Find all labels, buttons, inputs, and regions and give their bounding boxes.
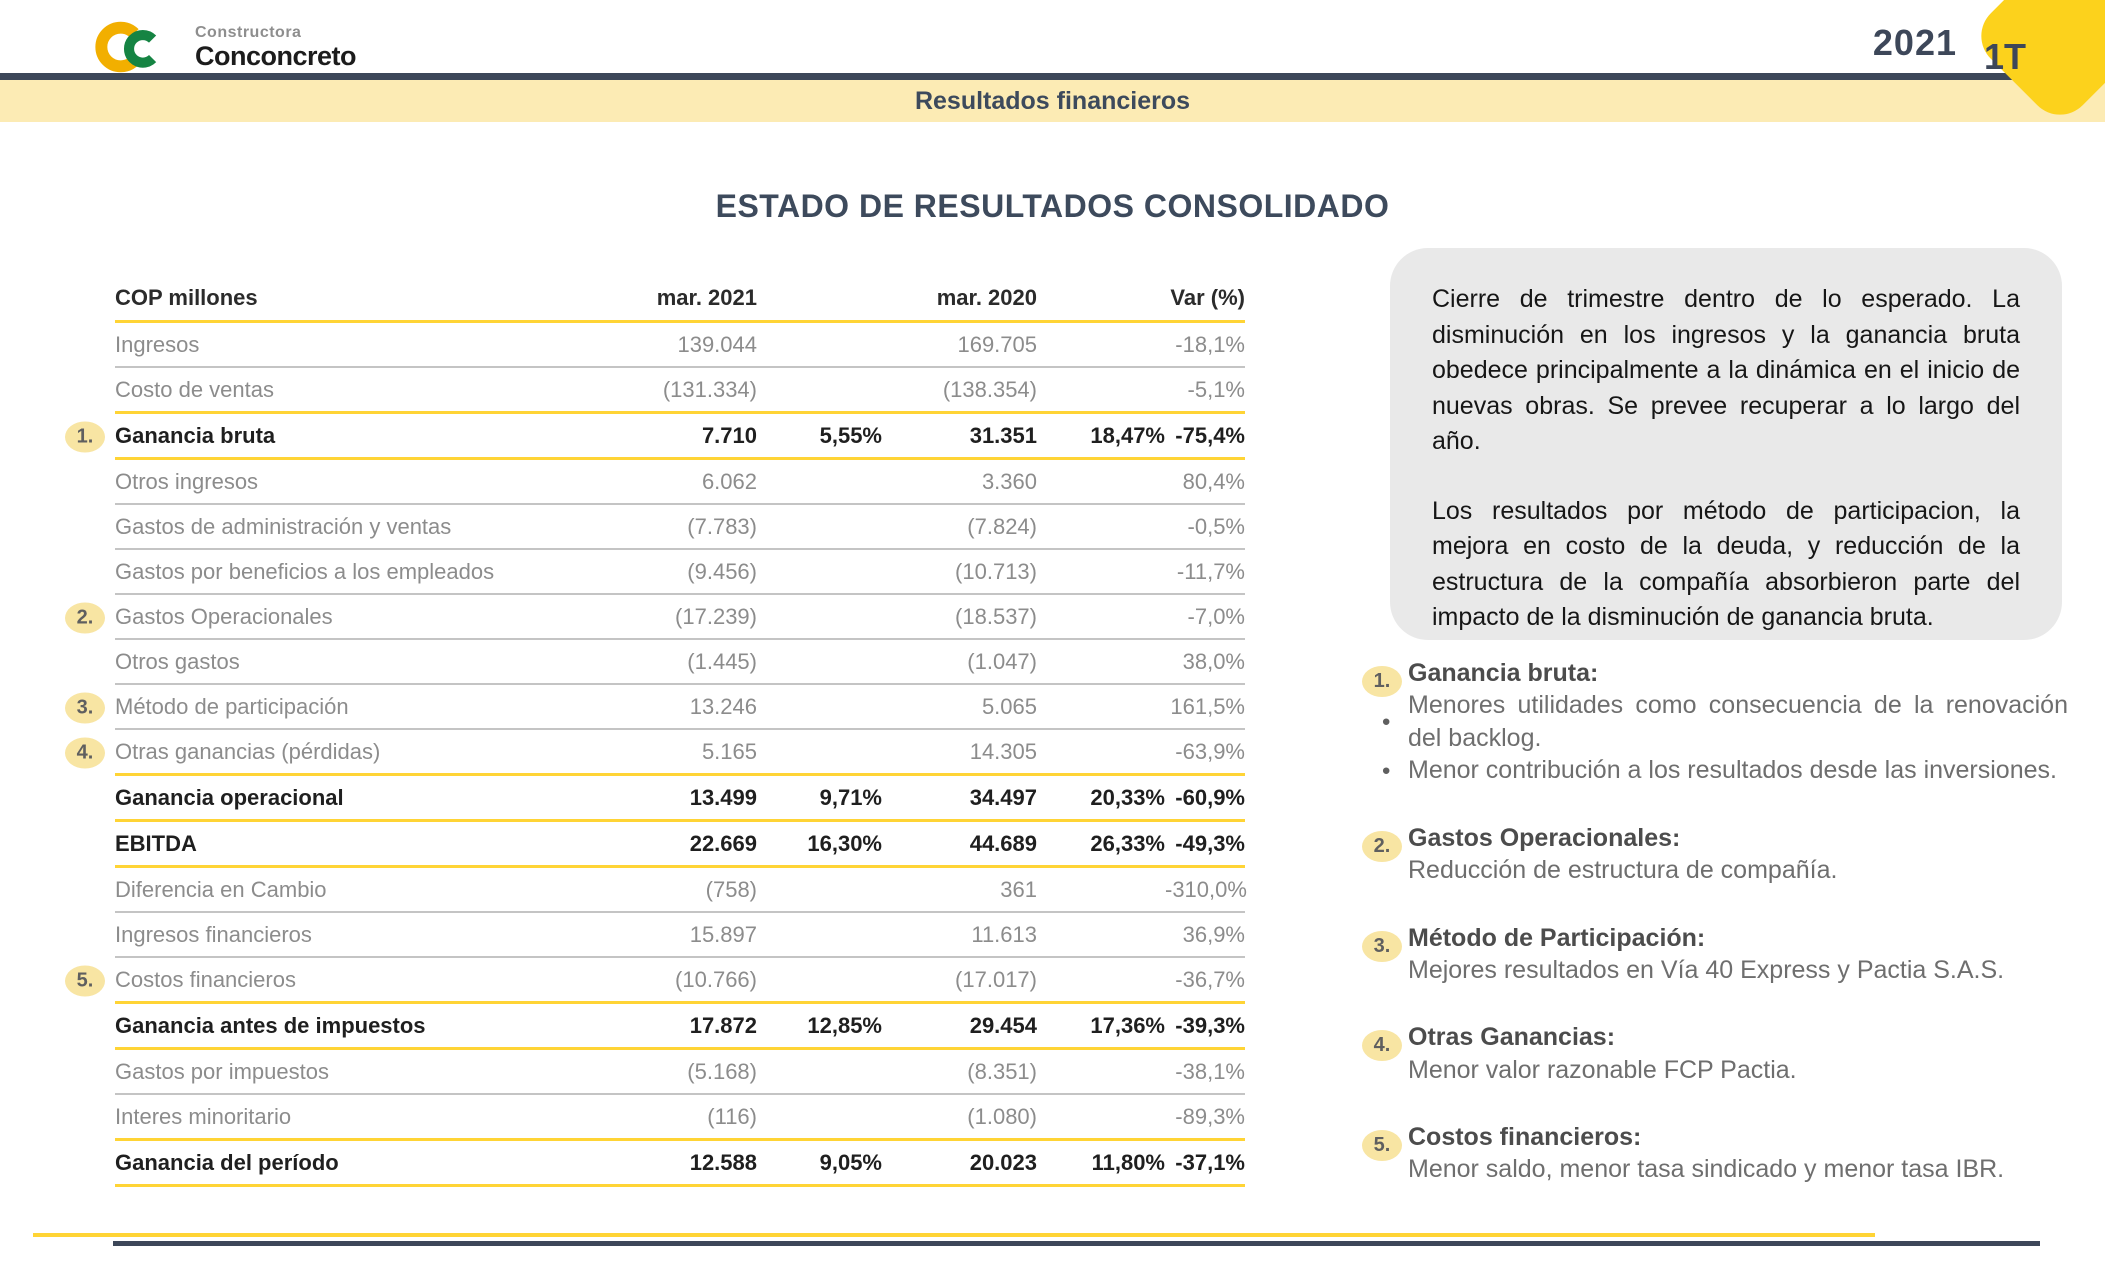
footer-dark-line xyxy=(113,1241,2040,1246)
row-label: Gastos por beneficios a los empleados xyxy=(115,558,495,584)
table-row xyxy=(76,958,1245,1004)
footer-yellow-line xyxy=(33,1233,1875,1237)
row-margin-2021: 16,30% xyxy=(807,830,882,856)
row-value-2021: 12.588 xyxy=(689,1149,757,1175)
note-title: Gastos Operacionales: xyxy=(1408,823,1681,852)
note xyxy=(1362,658,2068,787)
bullet-icon: • xyxy=(1382,708,1391,736)
table-row xyxy=(115,460,1245,505)
table-row xyxy=(115,640,1245,685)
row-value-2020: 29.454 xyxy=(969,1012,1037,1038)
row-label: Otras ganancias (pérdidas) xyxy=(115,738,381,764)
row-value-2021: (5.168) xyxy=(687,1058,757,1084)
note xyxy=(1362,823,2068,887)
row-value-2020: 44.689 xyxy=(969,830,1037,856)
row-label: Interes minoritario xyxy=(115,1103,292,1129)
row-label: Método de participación xyxy=(115,693,349,719)
note-title: Método de Participación: xyxy=(1408,923,1706,952)
quarter-label: 1T xyxy=(1983,36,2026,77)
row-value-2020: 3.360 xyxy=(981,468,1037,494)
row-value-2020: (7.824) xyxy=(967,513,1037,539)
row-label: EBITDA xyxy=(115,830,197,856)
table-row xyxy=(115,550,1245,595)
header-yellow-band xyxy=(0,80,2105,122)
row-value-2020: (1.047) xyxy=(967,648,1037,674)
row-var-pct: 36,9% xyxy=(1182,921,1245,947)
summary-paragraph-1: Cierre de trimestre dentro de lo esperado. La disminución en los ingresos y la ganancia bruta obedece principalmente a la dinámica en el inicio de nuevas obras. Se prevee recuperar a lo largo del año. xyxy=(1432,285,2020,455)
table-row xyxy=(76,730,1245,776)
row-value-2021: 17.872 xyxy=(689,1012,757,1038)
row-margin-2020: 18,47% xyxy=(1090,422,1165,448)
table-row xyxy=(115,1095,1245,1141)
row-value-2020: 34.497 xyxy=(969,784,1037,810)
row-value-2020: (138.354) xyxy=(942,376,1037,402)
conconcreto-logo-icon xyxy=(95,16,187,78)
row-margin-2020: 20,33% xyxy=(1090,784,1165,810)
table-row xyxy=(115,1004,1245,1050)
row-label: Ganancia bruta xyxy=(115,422,276,448)
row-value-2020: (18.537) xyxy=(955,603,1037,629)
table-row xyxy=(115,323,1245,368)
row-var-pct: -7,0% xyxy=(1187,603,1245,629)
note-title: Otras Ganancias: xyxy=(1408,1023,1616,1052)
note xyxy=(1362,1122,2068,1186)
row-label: Ingresos financieros xyxy=(115,921,312,947)
note-text: Menor saldo, menor tasa sindicado y menor tasa IBR. xyxy=(1408,1155,2005,1184)
row-value-2020: (10.713) xyxy=(955,558,1037,584)
notes-list xyxy=(1362,658,2068,1186)
row-label: Costo de ventas xyxy=(115,376,274,402)
col-header-mar2021: mar. 2021 xyxy=(656,285,757,310)
table-row xyxy=(115,822,1245,868)
table-row xyxy=(76,685,1245,730)
row-var-pct: 161,5% xyxy=(1170,693,1245,719)
table-row xyxy=(115,868,1245,913)
row-value-2021: 15.897 xyxy=(689,921,757,947)
row-var-pct: -49,3% xyxy=(1175,830,1245,856)
row-var-pct: -11,7% xyxy=(1176,558,1245,584)
row-var-pct: -38,1% xyxy=(1175,1058,1245,1084)
row-value-2021: (17.239) xyxy=(675,603,757,629)
row-value-2021: (131.334) xyxy=(662,376,757,402)
note-number-badge: 5. xyxy=(1362,1130,1402,1161)
row-number-badge: 2. xyxy=(65,602,105,633)
row-var-pct: -60,9% xyxy=(1175,784,1245,810)
note-text: Reducción de estructura de compañía. xyxy=(1408,856,1838,884)
table-row xyxy=(115,913,1245,958)
table-row xyxy=(115,368,1245,414)
table-row xyxy=(115,1050,1245,1095)
banner-title: Resultados financieros xyxy=(914,86,1191,115)
note-number-badge: 4. xyxy=(1362,1030,1402,1061)
col-header-var: Var (%) xyxy=(1170,285,1245,310)
income-statement-table xyxy=(76,276,1247,1187)
row-var-pct: -36,7% xyxy=(1175,966,1245,992)
row-value-2021: 6.062 xyxy=(701,468,757,494)
row-label: Gastos por impuestos xyxy=(115,1058,329,1084)
note-text: • Menores utilidades como consecuencia de la renovación del backlog. xyxy=(1382,691,2068,752)
row-var-pct: -39,3% xyxy=(1175,1012,1245,1038)
row-value-2021: 13.499 xyxy=(689,784,757,810)
page-title: ESTADO DE RESULTADOS CONSOLIDADO xyxy=(715,188,1390,224)
col-header-mar2020: mar. 2020 xyxy=(936,285,1037,310)
row-number-badge: 1. xyxy=(65,422,105,453)
row-value-2021: 13.246 xyxy=(689,693,757,719)
row-var-pct: 38,0% xyxy=(1182,648,1245,674)
row-margin-2021: 12,85% xyxy=(807,1012,882,1038)
row-label: Ganancia del período xyxy=(115,1149,339,1175)
row-value-2021: 7.710 xyxy=(701,422,757,448)
note xyxy=(1362,923,2068,987)
note-title: Costos financieros: xyxy=(1408,1123,1642,1151)
row-label: Ganancia antes de impuestos xyxy=(115,1012,426,1038)
table-row xyxy=(115,505,1245,550)
row-var-pct: -310,0% xyxy=(1165,876,1247,902)
row-label: Ingresos xyxy=(115,331,200,357)
row-value-2020: (1.080) xyxy=(967,1103,1037,1129)
table-row xyxy=(115,1141,1245,1187)
row-var-pct: 80,4% xyxy=(1182,468,1245,494)
note xyxy=(1362,1022,2068,1086)
summary-box xyxy=(1390,248,2062,640)
row-value-2021: 5.165 xyxy=(701,738,757,764)
row-margin-2021: 9,71% xyxy=(819,784,882,810)
row-value-2021: 139.044 xyxy=(677,331,757,357)
row-value-2020: 361 xyxy=(1000,876,1037,902)
row-margin-2021: 5,55% xyxy=(819,422,882,448)
row-var-pct: -37,1% xyxy=(1175,1149,1245,1175)
row-label: Otros gastos xyxy=(115,648,240,674)
brand-constructora: Constructora xyxy=(195,23,302,41)
year-label: 2021 xyxy=(1872,22,1957,63)
table-row xyxy=(76,414,1245,460)
row-label: Gastos Operacionales xyxy=(115,603,333,629)
row-label: Costos financieros xyxy=(115,966,296,992)
row-margin-2020: 11,80% xyxy=(1091,1149,1165,1175)
brand-conconcreto: Conconcreto xyxy=(195,40,357,71)
row-var-pct: -18,1% xyxy=(1175,331,1245,357)
row-value-2021: (10.766) xyxy=(675,966,757,992)
row-var-pct: -89,3% xyxy=(1175,1103,1245,1129)
row-value-2021: (1.445) xyxy=(687,648,757,674)
table-row xyxy=(76,595,1245,640)
row-value-2020: 31.351 xyxy=(969,422,1037,448)
row-label: Diferencia en Cambio xyxy=(115,876,327,902)
col-header-label: COP millones xyxy=(115,285,258,310)
note-title: Ganancia bruta: xyxy=(1408,659,1599,687)
row-margin-2020: 17,36% xyxy=(1090,1012,1165,1038)
row-margin-2020: 26,33% xyxy=(1090,830,1165,856)
row-value-2020: 5.065 xyxy=(981,693,1037,719)
row-var-pct: -75,4% xyxy=(1175,422,1245,448)
row-value-2020: 11.613 xyxy=(971,921,1037,947)
note-text: Menor valor razonable FCP Pactia. xyxy=(1408,1055,1797,1084)
row-value-2021: (116) xyxy=(707,1103,757,1129)
row-value-2020: 169.705 xyxy=(957,331,1037,357)
header-dark-bar xyxy=(0,73,2105,80)
row-value-2021: (7.783) xyxy=(687,513,757,539)
row-value-2021: 22.669 xyxy=(689,830,757,856)
note-text: Mejores resultados en Vía 40 Express y Pactia S.A.S. xyxy=(1408,955,2005,984)
row-value-2021: (758) xyxy=(705,876,757,902)
note-number-badge: 1. xyxy=(1362,666,1402,697)
table-body xyxy=(76,323,1247,1187)
row-number-badge: 5. xyxy=(65,966,105,997)
row-value-2021: (9.456) xyxy=(687,558,757,584)
row-value-2020: (8.351) xyxy=(967,1058,1037,1084)
row-var-pct: -63,9% xyxy=(1175,738,1245,764)
note-text: • Menor contribución a los resultados desde las inversiones. xyxy=(1382,756,2057,785)
row-value-2020: 20.023 xyxy=(969,1149,1037,1175)
row-value-2020: (17.017) xyxy=(955,966,1037,992)
table-header-row xyxy=(115,276,1245,323)
row-number-badge: 3. xyxy=(65,692,105,723)
row-var-pct: -0,5% xyxy=(1187,513,1245,539)
row-label: Gastos de administración y ventas xyxy=(115,513,452,539)
row-value-2020: 14.305 xyxy=(969,738,1037,764)
company-logo xyxy=(95,16,356,78)
row-number-badge: 4. xyxy=(65,738,105,769)
table-row xyxy=(115,776,1245,822)
row-label: Ganancia operacional xyxy=(115,784,344,810)
row-var-pct: -5,1% xyxy=(1187,376,1245,402)
note-number-badge: 3. xyxy=(1362,931,1402,962)
row-margin-2021: 9,05% xyxy=(819,1149,882,1175)
note-number-badge: 2. xyxy=(1362,831,1402,862)
row-label: Otros ingresos xyxy=(115,468,259,494)
bullet-icon: • xyxy=(1382,756,1391,784)
summary-paragraph-2: Los resultados por método de participacion, la mejora en costo de la deuda, y reducción de la estructura de la compañía absorbieron parte del impacto de la disminución de ganancia bruta. xyxy=(1432,496,2020,631)
